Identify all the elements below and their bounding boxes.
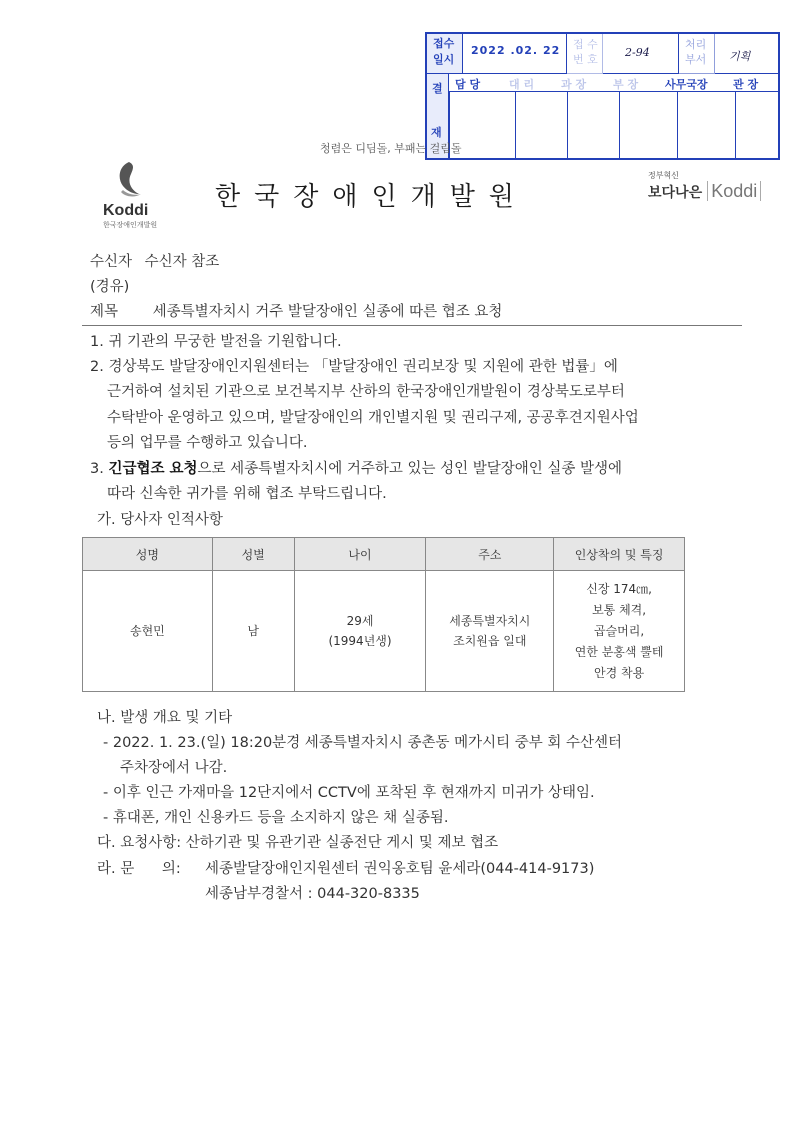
receipt-label: 접수 일시 [427,34,463,74]
recipient-value: 수신자 참조 [144,254,220,270]
recipient-line [90,250,219,271]
role-secretary-general: 사무국장 [665,78,708,91]
header-age: 나이 [294,538,426,571]
role-director: 부 장 [613,78,639,91]
paragraph-2-line-4: 등의 업무를 수행하고 있습니다. [107,435,308,451]
section-c: 다. 요청사항: 산하기관 및 유관기관 실종전단 게시 및 제보 협조 [97,835,499,851]
koddi-logo-subtext: 한국장애인개발원 [103,221,158,229]
paragraph-1: 1. 귀 기관의 무궁한 발전을 기원합니다. [90,334,342,350]
section-d-label: 라. 문 의: [97,861,181,877]
paragraph-2-line-3: 수탁받아 운영하고 있으며, 발달장애인의 개인별지원 및 권리구제, 공공후견지원사업 [107,410,639,426]
role-chief: 관 장 [733,78,759,91]
feature-height: 신장 174㎝, [586,581,652,596]
header-gender: 성별 [212,538,294,571]
cell-address [426,571,554,692]
contact-police: 세종남부경찰서 : 044-320-8335 [205,886,420,902]
role-manager: 과 장 [561,78,587,91]
section-b-item-1-line-2: 주차장에서 나감. [120,760,228,776]
recipient-label: 수신자 [90,254,133,270]
role-deputy: 대 리 [509,78,535,91]
approval-role-row [449,74,778,92]
table-header-row [83,538,685,571]
section-b-item-2: - 이후 인근 가재마을 12단지에서 CCTV에 포착된 후 현재까지 미귀가 상태임. [103,785,595,801]
age-years: 29세 [346,614,374,628]
organization-name: 한국장애인개발원 [215,182,528,212]
section-b-item-1-line-1: - 2022. 1. 23.(일) 18:20분경 세종특별자치시 종촌동 메가시티 중부 회 수산센터 [103,735,622,751]
via-line: (경유) [90,279,130,295]
feature-build: 보통 체격, [592,602,647,617]
header-address: 주소 [426,538,554,571]
cell-features [554,571,685,692]
receipt-stamp [425,32,780,160]
person-info-table [82,537,685,692]
subject-line [90,300,502,321]
urgent-request-text: 긴급협조 요청 [108,461,198,477]
birth-year: (1994년생) [328,634,392,648]
paragraph-3-line-2: 따라 신속한 귀가를 위해 협조 부탁드립니다. [107,486,387,502]
receipt-date: 2022 .02. 22 [463,34,567,74]
gov-innovation-label: 정부혁신 [648,171,679,180]
review-label: 재 [431,126,442,139]
divider [82,325,742,326]
section-b-title: 나. 발생 개요 및 기타 [97,710,233,726]
header-features: 인상착의 및 특징 [554,538,685,571]
contact-center: 세종발달장애인지원센터 권익옹호팀 윤세라(044-414-9173) [205,861,595,877]
koddi-logo-text: Koddi [103,202,149,219]
dept-label: 처리 부서 [679,34,715,74]
section-b-item-3: - 휴대폰, 개인 신용카드 등을 소지하지 않은 채 실종됨. [103,810,449,826]
header-name: 성명 [83,538,213,571]
paragraph-3-number: 3. [90,461,109,477]
paragraph-3-line-1 [90,457,622,478]
address-line-2: 조치원읍 일대 [453,634,527,648]
table-row [83,571,685,692]
dept-value: 기획 [715,34,778,74]
motto: 청렴은 디딤돌, 부패는 걸림돌 [320,142,462,155]
government-innovation-logo [648,170,761,202]
koddi-small-logo: Koddi [707,181,761,201]
koddi-emblem-icon [109,160,149,198]
subject-label: 제목 [90,304,119,320]
receipt-number-label: 접 수 번 호 [567,34,603,74]
cell-name: 송현민 [83,571,213,692]
cell-gender: 남 [212,571,294,692]
section-a-title: 가. 당사자 인적사항 [97,512,223,528]
paragraph-3-rest: 으로 세종특별자치시에 거주하고 있는 성인 발달장애인 실종 발생에 [197,461,623,477]
subject-value: 세종특별자치시 거주 발달장애인 실종에 따른 협조 요청 [152,304,503,320]
address-line-1: 세종특별자치시 [449,614,531,628]
feature-hair: 곱슬머리, [594,623,645,638]
cell-age [294,571,426,692]
feature-glasses-1: 연한 분홍색 뿔테 [574,644,664,659]
role-staff: 담 당 [455,78,481,91]
paragraph-2-line-2: 근거하여 설치된 기관으로 보건복지부 산하의 한국장애인개발원이 경상북도로부터 [107,384,625,400]
paragraph-2-line-1: 2. 경상북도 발달장애인지원센터는 「발달장애인 권리보장 및 지원에 관한 법률」에 [90,359,618,375]
receipt-number-value: 2-94 [603,34,679,74]
feature-glasses-2: 안경 착용 [594,665,645,680]
better-label: 보다나은 [648,185,703,201]
koddi-logo [103,160,163,230]
approval-label: 결 [427,74,449,158]
